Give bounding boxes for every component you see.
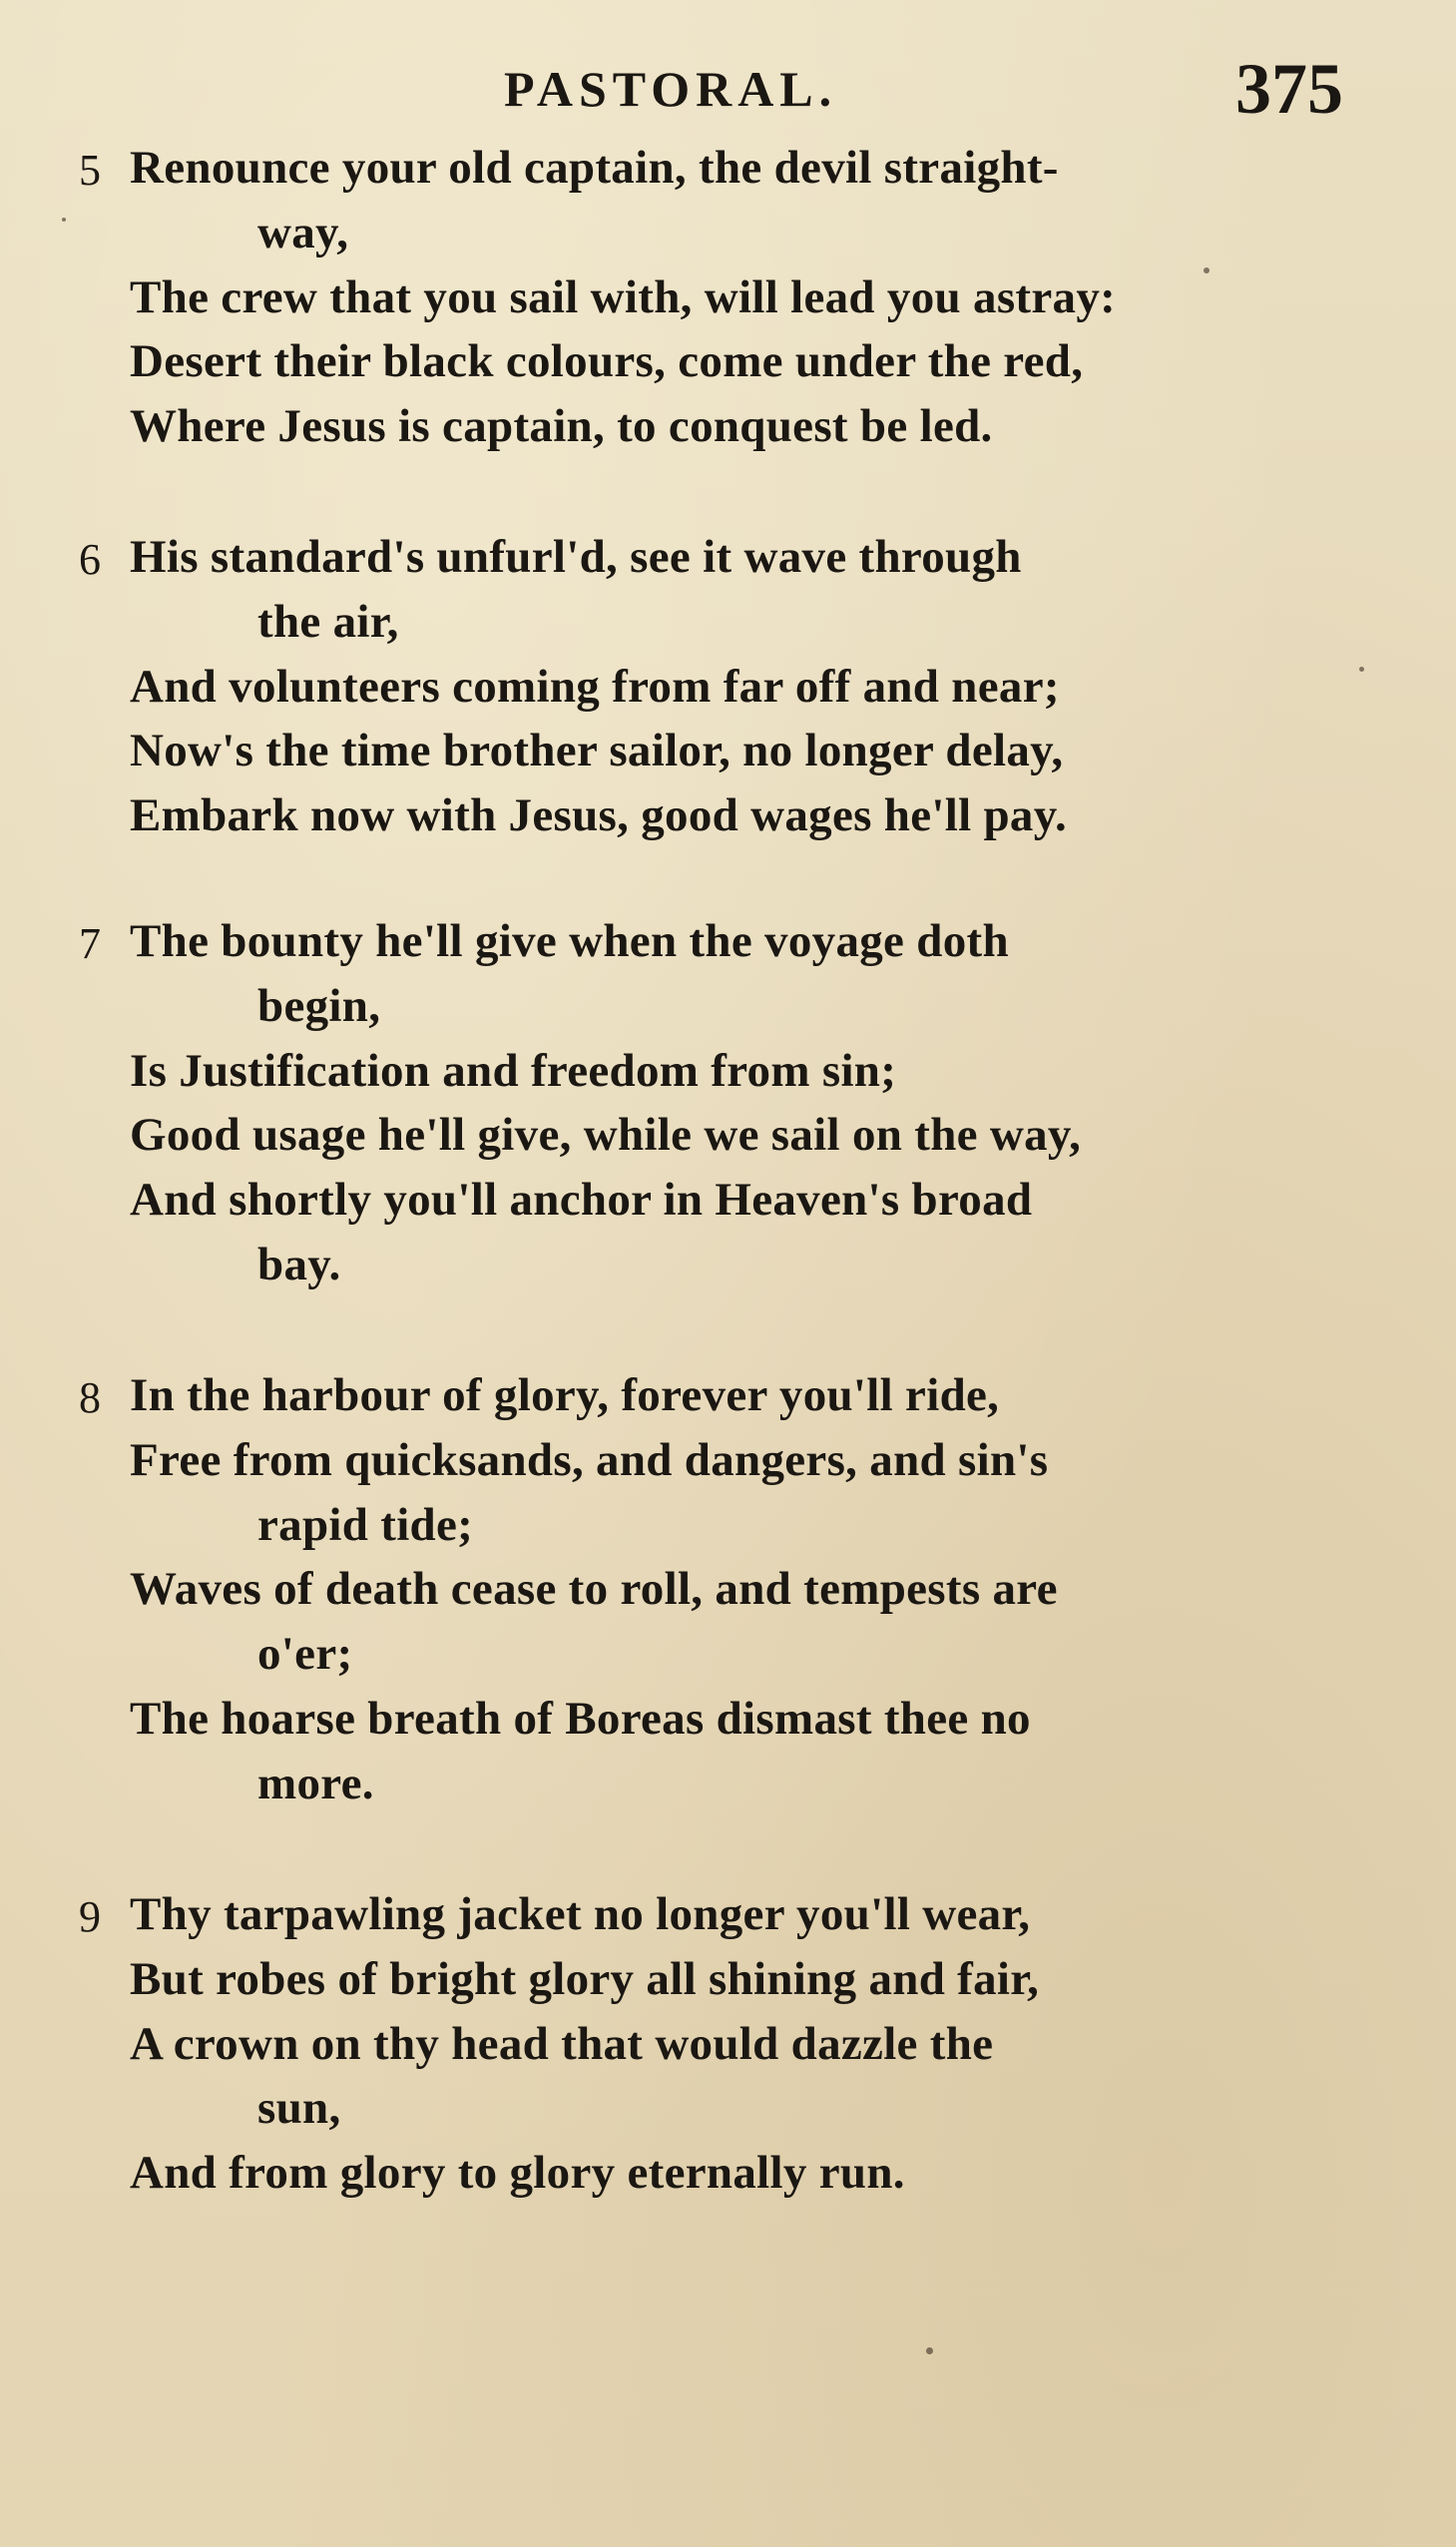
ink-speck — [1359, 667, 1364, 672]
verse-line: In the harbour of glory, forever you'll ride, — [130, 1369, 1000, 1421]
verse-line: o'er; — [257, 1628, 353, 1680]
verse-number: 8 — [79, 1373, 101, 1422]
verse-line: His standard's unfurl'd, see it wave through — [130, 531, 1022, 583]
verse-line: way, — [257, 207, 349, 258]
verse-line: Thy tarpawling jacket no longer you'll wear, — [130, 1888, 1031, 1940]
verse-line: bay. — [257, 1239, 341, 1290]
verse-line: begin, — [257, 980, 381, 1032]
verse-line: Waves of death cease to roll, and tempests are — [130, 1563, 1058, 1615]
verse-number: 5 — [79, 146, 101, 195]
ink-speck — [926, 2347, 933, 2354]
verse-number: 7 — [79, 919, 101, 968]
ink-speck — [1204, 267, 1210, 273]
verse-line: Desert their black colours, come under the red, — [130, 335, 1084, 387]
verse-line: the air, — [257, 596, 399, 648]
verse-line: Embark now with Jesus, good wages he'll pay. — [130, 789, 1067, 841]
verse-line: And from glory to glory eternally run. — [130, 2147, 905, 2199]
verse-line: Free from quicksands, and dangers, and sin's — [130, 1434, 1049, 1486]
verse-line: The hoarse breath of Boreas dismast thee no — [130, 1693, 1031, 1745]
verse-line: Renounce your old captain, the devil straight- — [130, 142, 1059, 194]
verse-line: But robes of bright glory all shining and fair, — [130, 1953, 1040, 2005]
page-header — [0, 48, 1456, 128]
ink-speck — [62, 218, 66, 222]
verse-number: 6 — [79, 535, 101, 584]
verse-number: 9 — [79, 1892, 101, 1941]
verse-line: more. — [257, 1758, 374, 1809]
verse-line: Now's the time brother sailor, no longer delay, — [130, 725, 1064, 776]
verse-line: The bounty he'll give when the voyage doth — [130, 915, 1009, 967]
verse-line: And shortly you'll anchor in Heaven's broad — [130, 1174, 1033, 1226]
verse-line: Good usage he'll give, while we sail on the way, — [130, 1109, 1082, 1161]
verse-line: sun, — [257, 2082, 341, 2134]
verse-line: And volunteers coming from far off and near; — [130, 661, 1060, 713]
verse-line: A crown on thy head that would dazzle the — [130, 2018, 994, 2070]
running-title: PASTORAL. — [504, 61, 838, 117]
verse-line: Where Jesus is captain, to conquest be led. — [130, 400, 993, 452]
verse-line: Is Justification and freedom from sin; — [130, 1045, 897, 1097]
verse-line: The crew that you sail with, will lead you astray: — [130, 271, 1117, 323]
page-number: 375 — [1235, 49, 1343, 129]
verse-line: rapid tide; — [257, 1499, 474, 1551]
